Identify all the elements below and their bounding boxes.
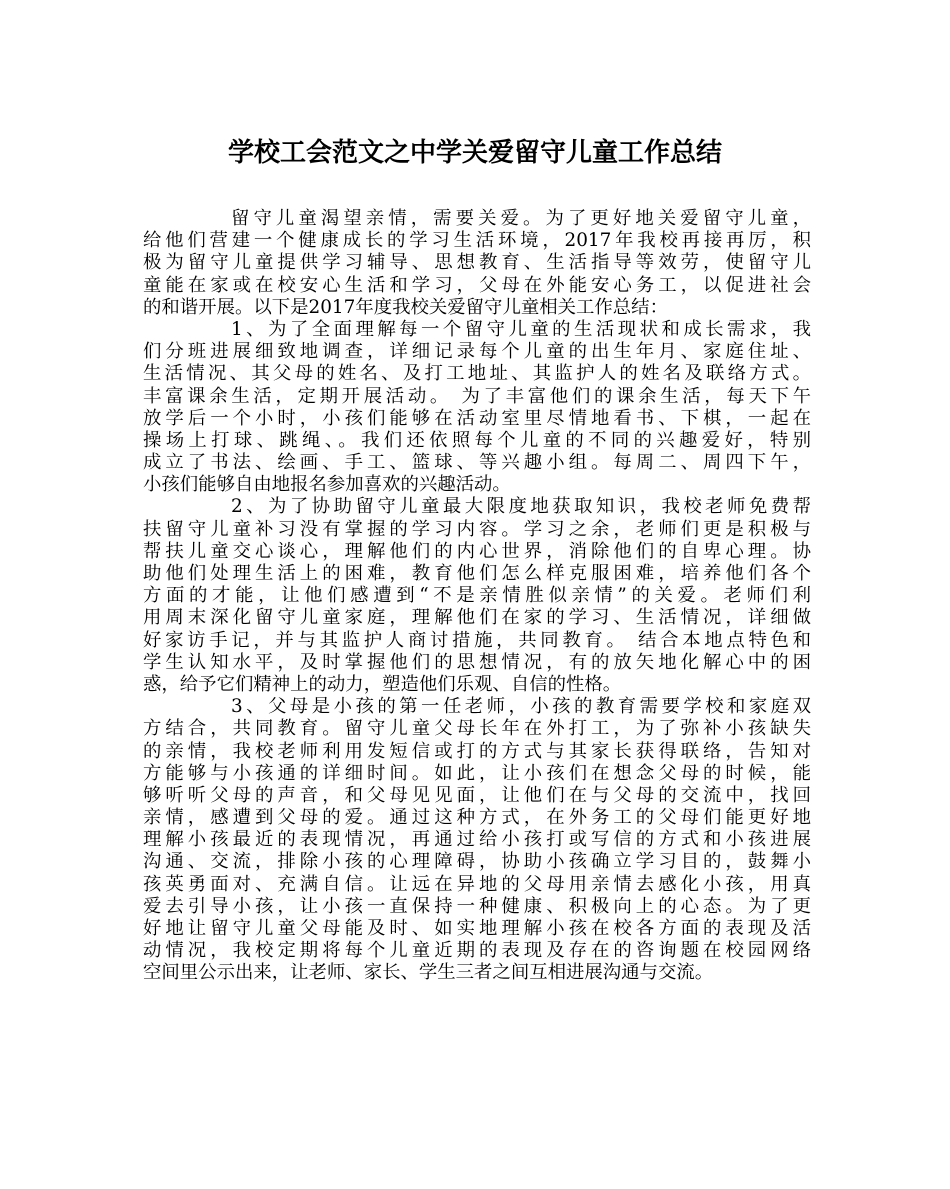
paragraph-line: 极为留守儿童提供学习辅导、思想教育、生活指导等效劳，使留守儿 — [143, 252, 811, 274]
paragraph-line: 放学后一个小时，小孩们能够在活动室里尽情地看书、下棋，一起在 — [143, 407, 811, 429]
paragraph-line: 扶留守儿童补习没有掌握的学习内容。学习之余，老师们更是积极与 — [143, 518, 811, 540]
document-title: 学校工会范文之中学关爱留守儿童工作总结 — [227, 138, 722, 168]
paragraph-line: 帮扶儿童交心谈心，理解他们的内心世界，消除他们的自卑心理。协 — [143, 540, 811, 562]
paragraph-line: 惑，给予它们精神上的动力，塑造他们乐观、自信的性格。 — [143, 673, 622, 695]
paragraph-line: 方面的才能，让他们感遭到“不是亲情胜似亲情”的关爱。老师们利 — [143, 585, 811, 607]
paragraph-line: 用周末深化留守儿童家庭，理解他们在家的学习、生活情况，详细做 — [143, 607, 811, 629]
paragraph-line: 助他们处理生活上的困难，教育他们怎么样克服困难，培养他们各个 — [143, 563, 811, 584]
paragraph-line: 方结合，共同教育。留守儿童父母长年在外打工，为了弥补小孩缺失 — [143, 718, 811, 740]
paragraph-line: 的亲情，我校老师利用发短信或打的方式与其家长获得联络，告知对 — [143, 740, 811, 762]
paragraph-line: 理解小孩最近的表现情况，再通过给小孩打或写信的方式和小孩进展 — [143, 829, 811, 851]
paragraph-line: 孩英勇面对、充满自信。让远在异地的父母用亲情去感化小孩，用真 — [143, 873, 811, 895]
paragraph-line: 3、父母是小孩的第一任老师，小孩的教育需要学校和家庭双 — [231, 696, 811, 718]
paragraph-line: 1、为了全面理解每一个留守儿童的生活现状和成长需求，我 — [231, 318, 811, 340]
paragraph-line: 们分班进展细致地调查，详细记录每个儿童的出生年月、家庭住址、 — [143, 341, 811, 363]
paragraph-line: 爱去引导小孩，让小孩一直保持一种健康、积极向上的心态。为了更 — [143, 895, 811, 917]
paragraph-line: 空间里公示出来，让老师、家长、学生三者之间互相进展沟通与交流。 — [143, 962, 714, 984]
paragraph-line: 2、为了协助留守儿童最大限度地获取知识，我校老师免费帮 — [231, 496, 811, 518]
paragraph-line: 童能在家或在校安心生活和学习，父母在外能安心务工，以促进社会 — [143, 274, 811, 296]
paragraph-line: 好地让留守儿童父母能及时、如实地理解小孩在校各方面的表现及活 — [143, 918, 811, 939]
paragraph-line: 操场上打球、跳绳、。我们还依照每个儿童的不同的兴趣爱好，特别 — [143, 429, 811, 451]
paragraph-line: 给他们营建一个健康成长的学习生活环境，2017年我校再接再厉，积 — [143, 230, 811, 252]
paragraph-line: 方能够与小孩通的详细时间。如此，让小孩们在想念父母的时候，能 — [143, 762, 811, 784]
document-body — [143, 208, 811, 985]
paragraph-line: 成立了书法、绘画、手工、篮球、等兴趣小组。每周二、周四下午， — [143, 452, 811, 474]
paragraph-line: 沟通、交流，排除小孩的心理障碍，协助小孩确立学习目的，鼓舞小 — [143, 851, 811, 873]
paragraph-line: 小孩们能够自由地报名参加喜欢的兴趣活动。 — [143, 474, 511, 496]
paragraph-line: 好家访手记，并与其监护人商讨措施，共同教育。 结合本地点特色和 — [143, 629, 811, 651]
paragraph-line: 动情况，我校定期将每个儿童近期的表现及存在的咨询题在校园网络 — [143, 940, 811, 962]
paragraph-line: 够听听父母的声音，和父母见见面，让他们在与父母的交流中，找回 — [143, 784, 811, 806]
paragraph-line: 留守儿童渴望亲情，需要关爱。为了更好地关爱留守儿童， — [231, 208, 811, 229]
paragraph-line: 的和谐开展。以下是2017年度我校关爱留守儿童相关工作总结： — [143, 296, 668, 318]
paragraph-line: 生活情况、其父母的姓名、及打工地址、其监护人的姓名及联络方式。 — [143, 363, 811, 385]
paragraph-line: 亲情，感遭到父母的爱。通过这种方式，在外务工的父母们能更好地 — [143, 807, 811, 829]
paragraph-line: 学生认知水平，及时掌握他们的思想情况，有的放矢地化解心中的困 — [143, 651, 811, 673]
paragraph-line: 丰富课余生活，定期开展活动。 为了丰富他们的课余生活，每天下午 — [143, 385, 811, 407]
